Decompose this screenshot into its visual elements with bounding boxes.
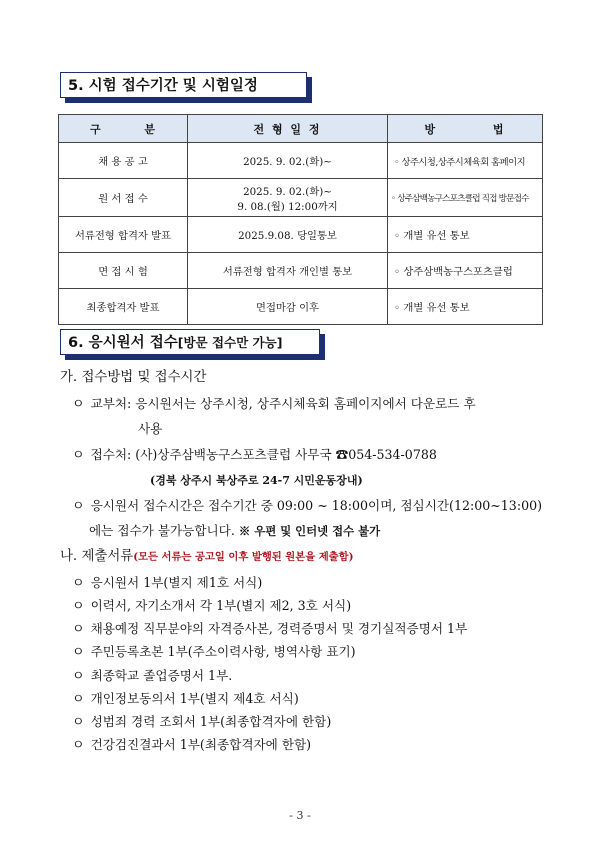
section-5-title: 5. 시험 접수기간 및 시험일정 xyxy=(68,78,258,94)
table-row xyxy=(59,217,543,253)
bullet-continuation-text: 에는 접수가 불가능합니다. xyxy=(89,523,235,538)
document-item xyxy=(72,574,262,593)
document-item xyxy=(72,736,311,755)
row-method: ◦ 상주삼백농구스포츠클럽 xyxy=(388,253,543,289)
bullet-icon: ㅇ xyxy=(72,692,85,707)
row-method: ◦ 상주삼백농구스포츠클럽 직접 방문접수 xyxy=(388,179,543,217)
table-row xyxy=(59,253,543,289)
table-header-row xyxy=(59,115,543,143)
original-docs-note: (모든 서류는 공고일 이후 발행된 원본을 제출함) xyxy=(133,551,354,563)
document-item xyxy=(72,620,467,639)
bullet-icon: ㅇ xyxy=(72,669,85,684)
bullet-icon: ㅇ xyxy=(72,599,85,614)
document-text: 성범죄 경력 조회서 1부(최종합격자에 한함) xyxy=(90,714,332,729)
header-category: 구 분 xyxy=(59,115,188,143)
row-category: 채 용 공 고 xyxy=(59,143,188,179)
no-mail-notice: ※ 우편 및 인터넷 접수 불가 xyxy=(238,524,381,538)
bullet-icon: ㅇ xyxy=(72,645,85,660)
document-text: 개인정보동의서 1부(별지 제4호 서식) xyxy=(90,691,299,706)
document-text: 건강검진결과서 1부(최종합격자에 한함) xyxy=(90,737,312,752)
subsection-na-heading xyxy=(60,548,353,566)
row-schedule xyxy=(188,179,388,217)
document-item xyxy=(72,643,356,662)
bullet-item xyxy=(72,497,542,516)
section-6-heading xyxy=(60,329,320,355)
bullet-continuation xyxy=(89,522,380,540)
document-item xyxy=(72,667,232,686)
row-schedule: 2025. 9. 02.(화)~ xyxy=(188,143,388,179)
section-6-title-note: [방문 접수만 가능] xyxy=(177,335,283,350)
section-6-title: 6. 응시원서 접수 xyxy=(68,335,178,351)
page-number: - 3 - xyxy=(289,809,311,822)
bullet-text: 교부처: 응시원서는 상주시청, 상주시체육회 홈페이지에서 다운로드 후 xyxy=(90,396,476,411)
row-method: ◦ 상주시청,상주시체육회 홈페이지 xyxy=(388,143,543,179)
row-schedule: 서류전형 합격자 개인별 통보 xyxy=(188,253,388,289)
document-item xyxy=(72,690,299,709)
header-method: 방 법 xyxy=(388,115,543,143)
row-schedule: 2025.9.08. 당일통보 xyxy=(188,217,388,253)
table-row xyxy=(59,179,543,217)
schedule-table xyxy=(58,114,543,325)
document-item xyxy=(72,597,351,616)
bullet-icon: ㅇ xyxy=(72,715,85,730)
row-schedule: 면접마감 이후 xyxy=(188,289,388,325)
bullet-icon: ㅇ xyxy=(72,622,85,637)
bullet-icon: ㅇ xyxy=(72,397,85,412)
row-method: ◦ 개별 유선 통보 xyxy=(388,289,543,325)
document-text: 최종학교 졸업증명서 1부. xyxy=(90,668,233,683)
bullet-icon: ㅇ xyxy=(72,738,85,753)
row-category: 서류전형 합격자 발표 xyxy=(59,217,188,253)
header-schedule: 전 형 일 정 xyxy=(188,115,388,143)
bullet-icon: ㅇ xyxy=(72,448,85,463)
subsection-ga-heading: 가. 접수방법 및 접수시간 xyxy=(60,370,207,385)
document-text: 주민등록초본 1부(주소이력사항, 병역사항 표기) xyxy=(90,644,356,659)
row-schedule-line: 9. 08.(월) 12:00까지 xyxy=(237,200,338,213)
bullet-icon: ㅇ xyxy=(72,499,85,514)
document-text: 채용예정 직무분야의 자격증사본, 경력증명서 및 경기실적증명서 1부 xyxy=(90,621,468,636)
bullet-item xyxy=(72,446,437,465)
bullet-text: 응시원서 접수시간은 접수기간 중 09:00 ~ 18:00이며, 점심시간(12:00~13:00) xyxy=(90,498,543,513)
row-category: 면 접 시 험 xyxy=(59,253,188,289)
document-item xyxy=(72,713,331,732)
table-row xyxy=(59,143,543,179)
row-category: 최종합격자 발표 xyxy=(59,289,188,325)
row-method: ◦ 개별 유선 통보 xyxy=(388,217,543,253)
section-5-heading xyxy=(60,72,307,98)
table-row xyxy=(59,289,543,325)
row-category: 원 서 접 수 xyxy=(59,179,188,217)
subsection-na-title: 나. 제출서류 xyxy=(60,549,134,564)
address-note: (경북 상주시 북상주로 24-7 시민운동장내) xyxy=(150,474,363,487)
bullet-icon: ㅇ xyxy=(72,576,85,591)
bullet-text: 접수처: (사)상주삼백농구스포츠클럽 사무국 ☎054-534-0788 xyxy=(90,447,437,462)
bullet-item xyxy=(72,395,476,414)
document-text: 이력서, 자기소개서 각 1부(별지 제2, 3호 서식) xyxy=(90,598,352,613)
bullet-continuation: 사용 xyxy=(138,421,163,436)
document-text: 응시원서 1부(별지 제1호 서식) xyxy=(90,575,263,590)
row-schedule-line: 2025. 9. 02.(화)~ xyxy=(243,185,332,198)
